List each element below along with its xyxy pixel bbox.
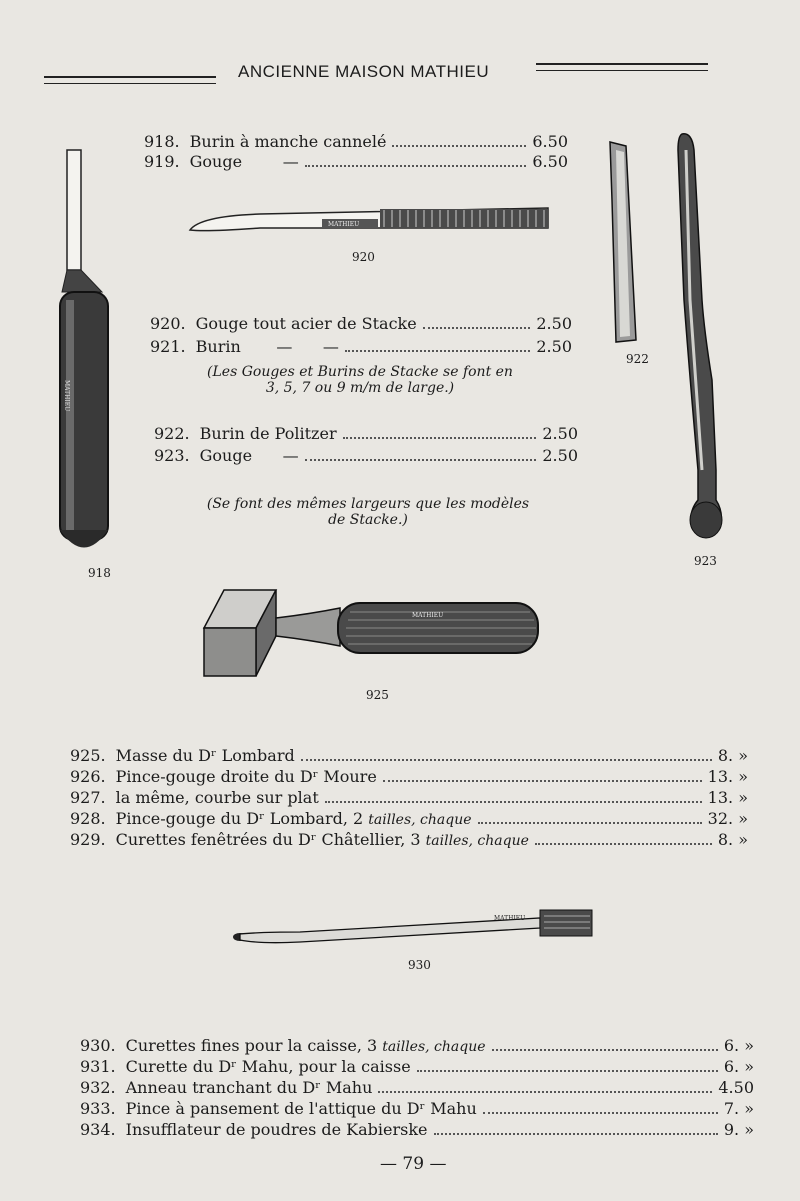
dot-leader <box>417 1070 718 1072</box>
instrument-922-illustration <box>610 142 636 342</box>
caption-922: 922 <box>626 352 649 366</box>
list-item <box>144 152 568 171</box>
item-label-text: Pince-gouge du Dʳ Lombard, 2 <box>115 809 364 828</box>
item-price: 8. » <box>717 830 748 849</box>
dot-leader <box>325 801 702 803</box>
caption-930: 930 <box>408 958 431 972</box>
instrument-918-illustration <box>60 150 108 548</box>
item-number: 929. <box>70 830 106 849</box>
instrument-930-illustration <box>233 910 592 943</box>
item-label: Burin à manche cannelé <box>189 132 387 151</box>
note-widths-line2: de Stacke.) <box>328 512 408 528</box>
item-price: 6. » <box>723 1057 754 1076</box>
item-number: 928. <box>70 809 106 828</box>
item-label-italic: tailles, chaque <box>425 833 529 849</box>
item-price: 6.50 <box>532 152 568 171</box>
page-header-title: ANCIENNE MAISON MATHIEU <box>238 62 490 81</box>
item-label: Pince à pansement de l'attique du Dʳ Mahu <box>125 1099 477 1118</box>
item-number: 926. <box>70 767 106 786</box>
instrument-920-illustration <box>190 208 548 231</box>
item-label: Gouge — <box>199 446 299 465</box>
item-label: Gouge — <box>189 152 299 171</box>
item-label <box>116 830 529 849</box>
item-label: Pince-gouge droite du Dʳ Moure <box>115 767 377 786</box>
item-number: 925. <box>70 746 106 765</box>
dot-leader <box>392 145 526 147</box>
note-stacke-line2: 3, 5, 7 ou 9 m/m de large.) <box>265 380 455 396</box>
dot-leader <box>483 1112 718 1114</box>
engraved-brand-920: MATHIEU <box>328 221 360 228</box>
item-price: 7. » <box>723 1099 754 1118</box>
list-item <box>80 1078 754 1097</box>
instrument-923-illustration <box>678 134 722 538</box>
item-label: la même, courbe sur plat <box>115 788 319 807</box>
item-label-italic: tailles, chaque <box>382 1039 486 1055</box>
note-widths <box>196 496 540 528</box>
item-number: 920. <box>150 314 186 333</box>
dot-leader <box>383 780 702 782</box>
item-number: 932. <box>80 1078 116 1097</box>
note-stacke-line1: (Les Gouges et Burins de Stacke se font en <box>207 364 513 380</box>
dot-leader <box>423 327 531 329</box>
list-item <box>70 809 748 828</box>
item-number: 922. <box>154 424 190 443</box>
list-item <box>80 1120 754 1139</box>
item-number: 927. <box>70 788 106 807</box>
note-stacke <box>190 364 530 396</box>
item-number: 930. <box>80 1036 116 1055</box>
item-price: 2.50 <box>536 314 572 333</box>
dot-leader <box>305 165 527 167</box>
dot-leader <box>434 1133 718 1135</box>
item-price: 13. » <box>707 788 748 807</box>
item-label: Burin de Politzer <box>199 424 337 443</box>
list-item <box>80 1036 754 1055</box>
dot-leader <box>345 350 531 352</box>
item-number: 919. <box>144 152 180 171</box>
instrument-925-illustration <box>204 590 538 676</box>
list-item <box>70 746 748 765</box>
item-number: 931. <box>80 1057 116 1076</box>
item-label-text: Curettes fenêtrées du Dʳ Châtellier, 3 <box>115 830 421 849</box>
note-widths-line1: (Se font des mêmes largeurs que les modèles <box>206 496 530 512</box>
dot-leader <box>305 459 537 461</box>
item-number: 934. <box>80 1120 116 1139</box>
item-price: 32. » <box>707 809 748 828</box>
list-item <box>154 446 578 465</box>
item-price: 8. » <box>717 746 748 765</box>
dot-leader <box>301 759 712 761</box>
item-price: 6.50 <box>532 132 568 151</box>
item-label: Insufflateur de poudres de Kabierske <box>125 1120 428 1139</box>
item-price: 9. » <box>723 1120 754 1139</box>
page-number: — 79 — <box>380 1154 447 1174</box>
list-item <box>70 788 748 807</box>
item-price: 2.50 <box>542 446 578 465</box>
dot-leader <box>492 1049 718 1051</box>
list-item <box>70 830 748 849</box>
dot-leader <box>343 437 537 439</box>
item-label: Gouge tout acier de Stacke <box>195 314 417 333</box>
dot-leader <box>535 843 712 845</box>
list-item <box>154 424 578 443</box>
engraved-brand-930: MATHIEU <box>494 915 526 922</box>
list-item <box>70 767 748 786</box>
dot-leader <box>478 822 702 824</box>
item-label: Anneau tranchant du Dʳ Mahu <box>125 1078 373 1097</box>
list-item <box>144 132 568 151</box>
item-label: Curette du Dʳ Mahu, pour la caisse <box>125 1057 411 1076</box>
item-label-text: Curettes fines pour la caisse, 3 <box>125 1036 378 1055</box>
engraved-brand-918: MATHIEU <box>63 380 70 412</box>
item-label: Masse du Dʳ Lombard <box>115 746 295 765</box>
item-number: 933. <box>80 1099 116 1118</box>
item-label <box>116 809 472 828</box>
item-price: 4.50 <box>718 1078 754 1097</box>
caption-925: 925 <box>366 688 389 702</box>
list-item <box>150 337 572 356</box>
list-item <box>80 1057 754 1076</box>
item-label <box>126 1036 486 1055</box>
item-price: 13. » <box>707 767 748 786</box>
item-number: 921. <box>150 337 186 356</box>
caption-918: 918 <box>88 566 111 580</box>
engraved-brand-925: MATHIEU <box>412 612 444 619</box>
list-item <box>80 1099 754 1118</box>
item-price: 6. » <box>723 1036 754 1055</box>
dot-leader <box>378 1091 712 1093</box>
item-number: 923. <box>154 446 190 465</box>
item-number: 918. <box>144 132 180 151</box>
caption-923: 923 <box>694 554 717 568</box>
item-price: 2.50 <box>536 337 572 356</box>
list-item <box>150 314 572 333</box>
caption-920: 920 <box>352 250 375 264</box>
item-label: Burin — — <box>195 337 339 356</box>
item-label-italic: tailles, chaque <box>368 812 472 828</box>
item-price: 2.50 <box>542 424 578 443</box>
